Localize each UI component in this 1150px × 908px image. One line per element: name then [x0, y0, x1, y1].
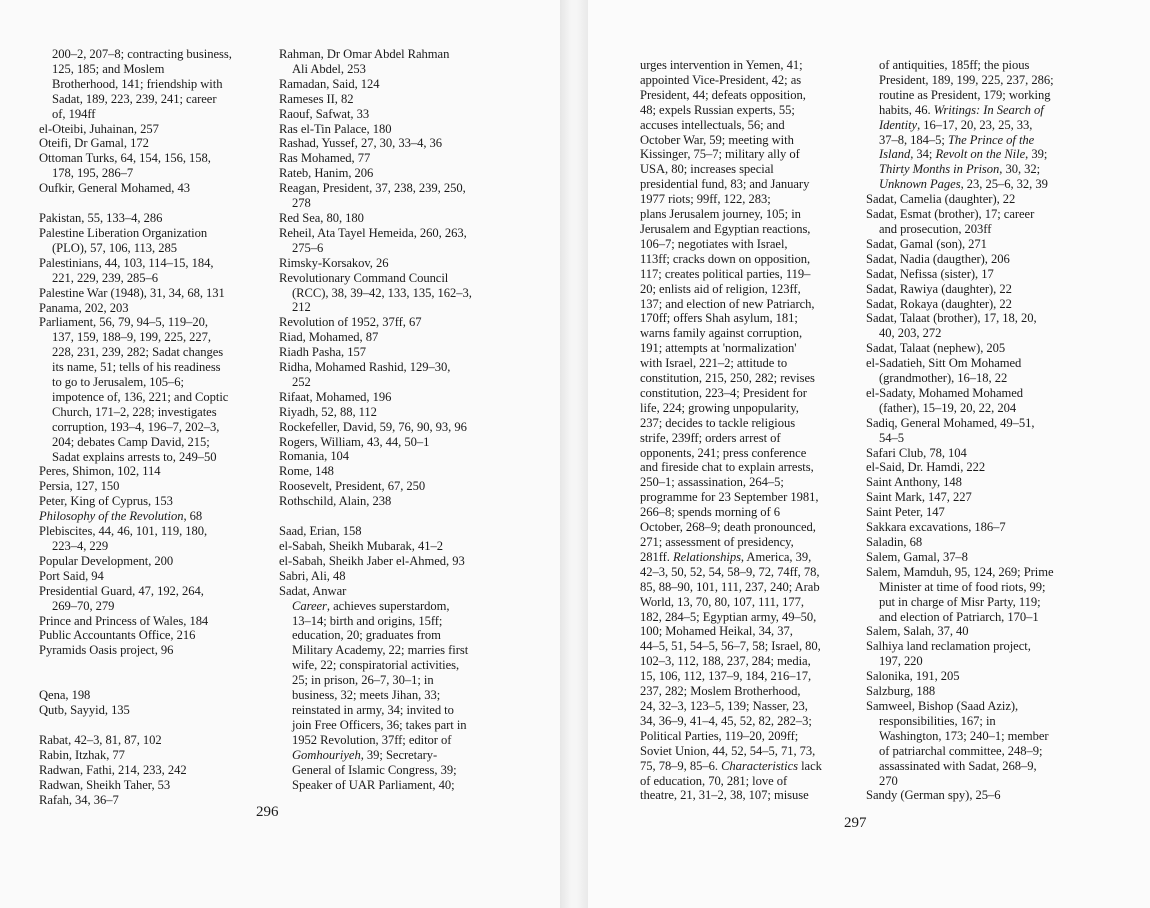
index-entry: Rothschild, Alain, 238: [279, 494, 392, 509]
index-subentry-line: constitution, 215, 250, 282; revises: [640, 371, 815, 386]
index-subentry-line: with Israel, 221–2; attitude to: [640, 356, 788, 371]
index-subentry-line: opponents, 241; press conference: [640, 445, 807, 460]
index-entry: Rahman, Dr Omar Abdel Rahman: [279, 47, 450, 61]
index-subentry-line: 137, 159, 188–9, 199, 225, 227,: [52, 330, 212, 345]
index-subentry-line: Career, achieves superstardom,: [292, 598, 450, 613]
index-entry: Palestine War (1948), 31, 34, 68, 131: [39, 285, 225, 300]
index-subentry-line: join Free Officers, 36; takes part in: [292, 717, 467, 732]
index-entry: Sadat, Esmat (brother), 17; career: [866, 207, 1035, 222]
index-entry: Palestinians, 44, 103, 114–15, 184,: [39, 255, 214, 270]
index-subentry-line: 106–7; negotiates with Israel,: [640, 236, 788, 251]
index-entry: el-Oteibi, Juhainan, 257: [39, 121, 159, 136]
index-subentry-line: 270: [879, 773, 898, 788]
index-subentry-line: put in charge of Misr Party, 119;: [879, 594, 1041, 609]
index-entry: Saad, Erian, 158: [279, 524, 362, 539]
index-entry: Rome, 148: [279, 464, 334, 479]
index-entry: Salem, Gamal, 37–8: [866, 549, 968, 564]
index-subentry-line: 170ff; offers Shah asylum, 181;: [640, 311, 798, 326]
index-subentry-line: Thirty Months in Prison, 30, 32;: [879, 162, 1041, 177]
index-subentry-line: 40, 203, 272: [879, 326, 942, 341]
page-number: 296: [256, 804, 279, 820]
index-subentry-line: reinstated in army, 34; invited to: [292, 702, 454, 717]
index-page-right: [588, 0, 1150, 908]
index-subentry-line: President, 44; defeats opposition,: [640, 87, 806, 102]
index-subentry-line: 1977 riots; 99ff, 122, 283;: [640, 192, 771, 207]
index-entry: Presidential Guard, 47, 192, 264,: [39, 583, 204, 598]
index-subentry-line: presidential fund, 83; and January: [640, 177, 810, 192]
index-subentry-line: Jerusalem and Egyptian reactions,: [640, 221, 811, 236]
index-entry: Radwan, Fathi, 214, 233, 242: [39, 762, 187, 777]
index-entry: Sandy (German spy), 25–6: [866, 788, 1001, 803]
index-entry: Popular Development, 200: [39, 553, 174, 568]
entry-gap: [39, 718, 261, 733]
index-subentry-line: of antiquities, 185ff; the pious: [879, 58, 1030, 72]
index-entry: Riadh Pasha, 157: [279, 345, 366, 360]
index-entry: Radwan, Sheikh Taher, 53: [39, 777, 171, 792]
index-subentry-line: 54–5: [879, 430, 904, 445]
index-entry: Sadat, Talaat (brother), 17, 18, 20,: [866, 311, 1037, 326]
index-entry: Rameses II, 82: [279, 91, 354, 106]
index-column: [640, 58, 855, 803]
index-subentry-line: Speaker of UAR Parliament, 40;: [292, 777, 455, 792]
index-subentry-line: of patriarchal committee, 248–9;: [879, 743, 1043, 758]
index-subentry-line: 1952 Revolution, 37ff; editor of: [292, 732, 452, 747]
index-subentry-line: President, 189, 199, 225, 237, 286;: [879, 72, 1054, 87]
index-subentry-line: Gomhouriyeh, 39; Secretary-: [292, 747, 438, 762]
index-subentry-line: Ali Abdel, 253: [292, 61, 366, 76]
index-subentry-line: theatre, 21, 31–2, 38, 107; misuse: [640, 788, 809, 803]
index-subentry-line: 113ff; cracks down on opposition,: [640, 251, 811, 266]
index-entry: Salem, Mamduh, 95, 124, 269; Prime: [866, 564, 1054, 579]
entry-gap: [39, 196, 261, 211]
index-subentry-line: appointed Vice-President, 42; as: [640, 72, 802, 87]
index-subentry-line: warns family against corruption,: [640, 326, 803, 341]
index-subentry-line: 137; and election of new Patriarch,: [640, 296, 815, 311]
index-subentry-line: corruption, 193–4, 196–7, 202–3,: [52, 419, 220, 434]
index-entry: Sadat, Rawiya (daughter), 22: [866, 281, 1012, 296]
index-entry: Sadiq, General Mohamed, 49–51,: [866, 415, 1035, 430]
index-entry: Rifaat, Mohamed, 196: [279, 389, 392, 404]
index-subentry-line: 44–5, 51, 54–5, 56–7, 58; Israel, 80,: [640, 639, 821, 654]
index-subentry-line: 204; debates Camp David, 215;: [52, 434, 210, 449]
index-entry: Ramadan, Said, 124: [279, 76, 380, 91]
index-subentry-line: 271; assessment of presidency,: [640, 535, 794, 549]
index-entry: Public Accountants Office, 216: [39, 628, 196, 643]
index-subentry-line: 281ff. Relationships, America, 39,: [640, 549, 812, 564]
index-entry: Rabin, Itzhak, 77: [39, 747, 125, 762]
index-subentry-line: and fireside chat to explain arrests,: [640, 460, 814, 475]
index-entry: Sadat, Gamal (son), 271: [866, 236, 987, 251]
book-gutter: [560, 0, 588, 908]
index-subentry-line: 15, 106, 112, 137–9, 184, 216–17,: [640, 669, 812, 684]
index-entry: Sadat, Rokaya (daughter), 22: [866, 296, 1012, 311]
index-entry: Revolutionary Command Council: [279, 270, 449, 285]
index-subentry-line: accuses intellectuals, 56; and: [640, 117, 785, 132]
index-entry: Safari Club, 78, 104: [866, 445, 967, 460]
index-subentry-line: of, 194ff: [52, 106, 96, 121]
index-entry: Reheil, Ata Tayel Hemeida, 260, 263,: [279, 225, 467, 240]
index-subentry-line: 75, 78–9, 85–6. Characteristics lack: [640, 758, 822, 773]
index-subentry-line: strife, 239ff; orders arrest of: [640, 430, 781, 445]
index-subentry-line: and prosecution, 203ff: [879, 221, 992, 236]
index-column: [279, 47, 501, 792]
index-entry: Sadat, Talaat (nephew), 205: [866, 341, 1006, 356]
index-entry: Persia, 127, 150: [39, 479, 120, 494]
index-subentry-line: 212: [292, 300, 311, 315]
index-subentry-line: 100; Mohamed Heikal, 34, 37,: [640, 624, 793, 639]
index-entry: Rimsky-Korsakov, 26: [279, 255, 389, 270]
index-subentry-line: 228, 231, 239, 282; Sadat changes: [52, 345, 224, 360]
index-subentry-line: 269–70, 279: [52, 598, 115, 613]
index-entry: el-Said, Dr. Hamdi, 222: [866, 460, 986, 475]
index-entry: Pyramids Oasis project, 96: [39, 643, 174, 658]
index-entry: Salzburg, 188: [866, 684, 936, 699]
index-subentry-line: 102–3, 112, 188, 237, 284; media,: [640, 654, 811, 669]
index-subentry-line: constitution, 223–4; President for: [640, 385, 807, 400]
index-subentry-line: Kissinger, 75–7; military ally of: [640, 147, 800, 162]
index-entry: Port Said, 94: [39, 568, 104, 583]
index-subentry-line: Military Academy, 22; marries first: [292, 643, 469, 658]
index-entry: el-Sabah, Sheikh Mubarak, 41–2: [279, 539, 443, 553]
index-subentry-line: Political Parties, 119–20, 209ff;: [640, 728, 799, 743]
index-entry: Parliament, 56, 79, 94–5, 119–20,: [39, 315, 208, 330]
index-column: [39, 47, 261, 808]
index-entry: Pakistan, 55, 133–4, 286: [39, 211, 163, 226]
index-entry: Ottoman Turks, 64, 154, 156, 158,: [39, 151, 211, 166]
index-entry: Rateb, Hanim, 206: [279, 166, 374, 181]
index-entry: Sadat, Nadia (daugther), 206: [866, 251, 1010, 266]
index-entry: Red Sea, 80, 180: [279, 210, 364, 225]
index-subentry-line: 237; decides to tackle religious: [640, 415, 796, 430]
index-subentry-line: 200–2, 207–8; contracting business,: [52, 47, 232, 61]
index-subentry-line: Sadat, 189, 223, 239, 241; career: [52, 91, 217, 106]
index-entry: Sadat, Camelia (daughter), 22: [866, 192, 1016, 207]
index-subentry-line: 13–14; birth and origins, 15ff;: [292, 613, 443, 628]
index-page-left: [0, 0, 560, 908]
index-subentry-line: World, 13, 70, 80, 107, 111, 177,: [640, 594, 804, 609]
index-subentry-line: (father), 15–19, 20, 22, 204: [879, 400, 1017, 415]
index-subentry-line: 278: [292, 196, 311, 211]
index-entry: Salonika, 191, 205: [866, 669, 960, 684]
index-subentry-line: (RCC), 38, 39–42, 133, 135, 162–3,: [292, 285, 472, 300]
index-subentry-line: plans Jerusalem journey, 105; in: [640, 207, 801, 222]
index-entry: Samweel, Bishop (Saad Aziz),: [866, 698, 1019, 713]
index-subentry-line: assassinated with Sadat, 268–9,: [879, 758, 1037, 773]
index-entry: Oteifi, Dr Gamal, 172: [39, 136, 149, 151]
index-entry: Saint Peter, 147: [866, 505, 945, 520]
index-subentry-line: 223–4, 229: [52, 539, 109, 553]
index-column: [866, 58, 1088, 803]
index-subentry-line: 48; expels Russian experts, 55;: [640, 102, 795, 117]
index-entry: Ras Mohamed, 77: [279, 151, 371, 166]
index-subentry-line: 34, 36–9, 41–4, 45, 52, 82, 282–3;: [640, 713, 812, 728]
index-subentry-line: October War, 59; meeting with: [640, 132, 794, 147]
index-entry: Peres, Shimon, 102, 114: [39, 464, 161, 479]
entry-gap: [279, 509, 501, 524]
index-subentry-line: routine as President, 179; working: [879, 87, 1051, 102]
index-subentry-line: Unknown Pages, 23, 25–6, 32, 39: [879, 177, 1048, 192]
index-entry: Rockefeller, David, 59, 76, 90, 93, 96: [279, 419, 467, 434]
index-subentry-line: 191; attempts at 'normalization': [640, 341, 797, 356]
index-subentry-line: habits, 46. Writings: In Search of: [879, 102, 1044, 117]
index-subentry-line: 266–8; spends morning of 6: [640, 505, 781, 520]
index-entry: Reagan, President, 37, 238, 239, 250,: [279, 181, 466, 196]
index-subentry-line: 125, 185; and Moslem: [52, 61, 165, 76]
index-entry: Qutb, Sayyid, 135: [39, 703, 130, 718]
index-entry: Palestine Liberation Organization: [39, 225, 208, 240]
index-subentry-line: 178, 195, 286–7: [52, 166, 134, 181]
index-subentry-line: of education, 70, 281; love of: [640, 773, 788, 788]
index-subentry-line: Sadat explains arrests to, 249–50: [52, 449, 217, 464]
index-entry: Philosophy of the Revolution, 68: [39, 509, 203, 524]
page-number: 297: [844, 815, 867, 831]
index-subentry-line: Identity, 16–17, 20, 23, 25, 33,: [879, 117, 1033, 132]
index-entry: Qena, 198: [39, 688, 91, 703]
index-entry: Saint Mark, 147, 227: [866, 490, 972, 505]
index-subentry-line: 85, 88–90, 101, 111, 237, 240; Arab: [640, 579, 820, 594]
index-subentry-line: education, 20; graduates from: [292, 628, 441, 643]
index-entry: Rogers, William, 43, 44, 50–1: [279, 434, 430, 449]
index-entry: Roosevelt, President, 67, 250: [279, 479, 426, 494]
index-subentry-line: Soviet Union, 44, 52, 54–5, 71, 73,: [640, 743, 816, 758]
index-entry: Romania, 104: [279, 449, 350, 464]
index-subentry-line: 197, 220: [879, 654, 923, 669]
index-subentry-line: Island, 34; Revolt on the Nile, 39;: [879, 147, 1048, 162]
index-entry: Panama, 202, 203: [39, 300, 129, 315]
index-entry: el-Sadatieh, Sitt Om Mohamed: [866, 356, 1022, 371]
index-entry: Saladin, 68: [866, 535, 923, 549]
index-subentry-line: USA, 80; increases special: [640, 162, 774, 177]
index-subentry-line: urges intervention in Yemen, 41;: [640, 58, 803, 72]
index-subentry-line: 252: [292, 374, 311, 389]
index-entry: Peter, King of Cyprus, 153: [39, 494, 173, 509]
index-entry: Riyadh, 52, 88, 112: [279, 404, 377, 419]
index-subentry-line: Brotherhood, 141; friendship with: [52, 76, 223, 91]
index-subentry-line: Minister at time of food riots, 99;: [879, 579, 1046, 594]
index-subentry-line: October, 268–9; death pronounced,: [640, 520, 816, 535]
index-entry: Raouf, Safwat, 33: [279, 106, 370, 121]
entry-gap: [39, 673, 261, 688]
index-subentry-line: 37–8, 184–5; The Prince of the: [879, 132, 1035, 147]
index-entry: Sakkara excavations, 186–7: [866, 520, 1006, 535]
index-entry: Ridha, Mohamed Rashid, 129–30,: [279, 360, 451, 375]
index-subentry-line: 275–6: [292, 240, 324, 255]
index-subentry-line: Church, 171–2, 228; investigates: [52, 404, 217, 419]
index-entry: Riad, Mohamed, 87: [279, 330, 379, 345]
index-entry: Ras el-Tin Palace, 180: [279, 121, 392, 136]
index-subentry-line: 237, 282; Moslem Brotherhood,: [640, 684, 801, 699]
index-entry: Rashad, Yussef, 27, 30, 33–4, 36: [279, 136, 443, 151]
index-entry: Oufkir, General Mohamed, 43: [39, 181, 190, 196]
index-entry: Salhiya land reclamation project,: [866, 639, 1031, 654]
index-subentry-line: 25; in prison, 26–7, 30–1; in: [292, 673, 434, 688]
index-subentry-line: 221, 229, 239, 285–6: [52, 270, 159, 285]
index-subentry-line: 250–1; assassination, 264–5;: [640, 475, 784, 490]
index-subentry-line: business, 32; meets Jihan, 33;: [292, 688, 441, 703]
index-subentry-line: impotence of, 136, 221; and Coptic: [52, 389, 229, 404]
index-subentry-line: 20; enlists aid of religion, 123ff,: [640, 281, 801, 296]
index-subentry-line: 117; creates political parties, 119–: [640, 266, 811, 281]
index-subentry-line: responsibilities, 167; in: [879, 713, 996, 728]
index-subentry-line: its name, 51; tells of his readiness: [52, 360, 221, 375]
index-entry: Revolution of 1952, 37ff, 67: [279, 315, 422, 330]
index-entry: Saint Anthony, 148: [866, 475, 962, 490]
index-entry: Sadat, Nefissa (sister), 17: [866, 266, 994, 281]
index-subentry-line: General of Islamic Congress, 39;: [292, 762, 457, 777]
index-entry: Sabri, Ali, 48: [279, 568, 346, 583]
index-entry: Rafah, 34, 36–7: [39, 792, 119, 807]
index-subentry-line: 42–3, 50, 52, 54, 58–9, 72, 74ff, 78,: [640, 564, 820, 579]
index-subentry-line: programme for 23 September 1981,: [640, 490, 819, 505]
index-subentry-line: (grandmother), 16–18, 22: [879, 371, 1008, 386]
index-subentry-line: 182, 284–5; Egyptian army, 49–50,: [640, 609, 817, 624]
index-subentry-line: and election of Patriarch, 170–1: [879, 609, 1039, 624]
index-entry: Rabat, 42–3, 81, 87, 102: [39, 733, 162, 748]
index-entry: Plebiscites, 44, 46, 101, 119, 180,: [39, 524, 208, 539]
index-subentry-line: to go to Jerusalem, 105–6;: [52, 375, 184, 390]
index-entry: el-Sabah, Sheikh Jaber el-Ahmed, 93: [279, 553, 465, 568]
index-subentry-line: 24, 32–3, 123–5, 139; Nasser, 23,: [640, 698, 808, 713]
index-subentry-line: Washington, 173; 240–1; member: [879, 728, 1049, 743]
index-entry: Salem, Salah, 37, 40: [866, 624, 969, 639]
index-entry: Sadat, Anwar: [279, 583, 347, 598]
index-entry: el-Sadaty, Mohamed Mohamed: [866, 385, 1024, 400]
index-subentry-line: wife, 22; conspiratorial activities,: [292, 658, 460, 673]
index-subentry-line: (PLO), 57, 106, 113, 285: [52, 240, 177, 255]
index-entry: Prince and Princess of Wales, 184: [39, 613, 209, 628]
entry-gap: [39, 658, 261, 673]
index-subentry-line: life, 224; growing unpopularity,: [640, 400, 799, 415]
